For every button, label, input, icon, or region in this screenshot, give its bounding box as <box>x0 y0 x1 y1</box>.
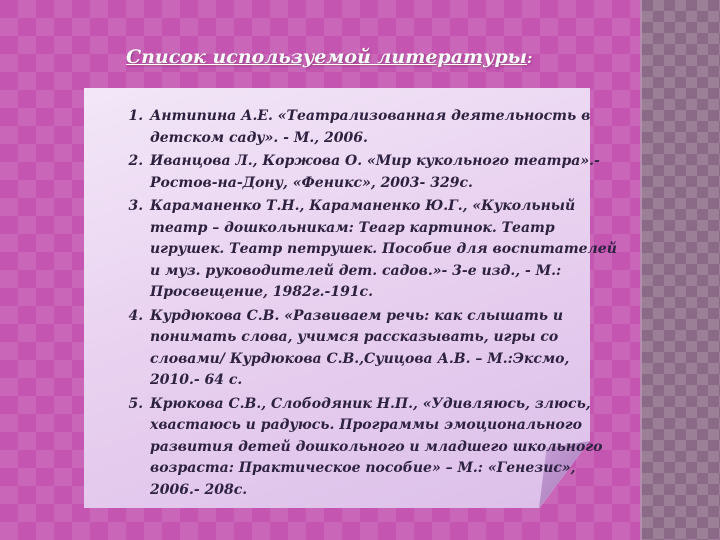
reference-item: 1. Антипина А.Е. «Театрализованная деятельность в детском саду». - М., 2006. <box>148 106 618 149</box>
side-pattern-strip <box>640 0 720 540</box>
reference-item: 3. Караманенко Т.Н., Караманенко Ю.Г., «Кукольный театр – дошкольникам: Теагр картинок. Театр игрушек. Театр петрушек. Пособие для воспитателей и муз. руководителей дет. садов.»- 3-е изд., - М.: Просвещение, 1982г.-191с. <box>148 196 618 304</box>
reference-item: 2. Иванцова Л., Коржова О. «Мир кукольного театра».- Ростов-на-Дону, «Феникс», 2003- 329с. <box>148 151 618 194</box>
slide-title <box>126 46 532 68</box>
slide-title-text: Список используемой литературы <box>126 46 528 68</box>
slide-title-colon: : <box>527 51 533 67</box>
reference-list <box>112 106 618 503</box>
reference-item: 4. Курдюкова С.В. «Развиваем речь: как слышать и понимать слова, учимся рассказывать, игры со словами/ Курдюкова С.В.,Суицова А.В. – М.:Эксмо, 2010.- 64 с. <box>148 306 618 392</box>
reference-item: 5. Крюкова С.В., Слободяник Н.П., «Удивляюсь, злюсь, хвастаюсь и радуюсь. Программы эмоционального развития детей дошкольного и младшего школьного возраста: Практическое пособие» – М.: «Генезис», 2006.- 208с. <box>148 394 618 502</box>
